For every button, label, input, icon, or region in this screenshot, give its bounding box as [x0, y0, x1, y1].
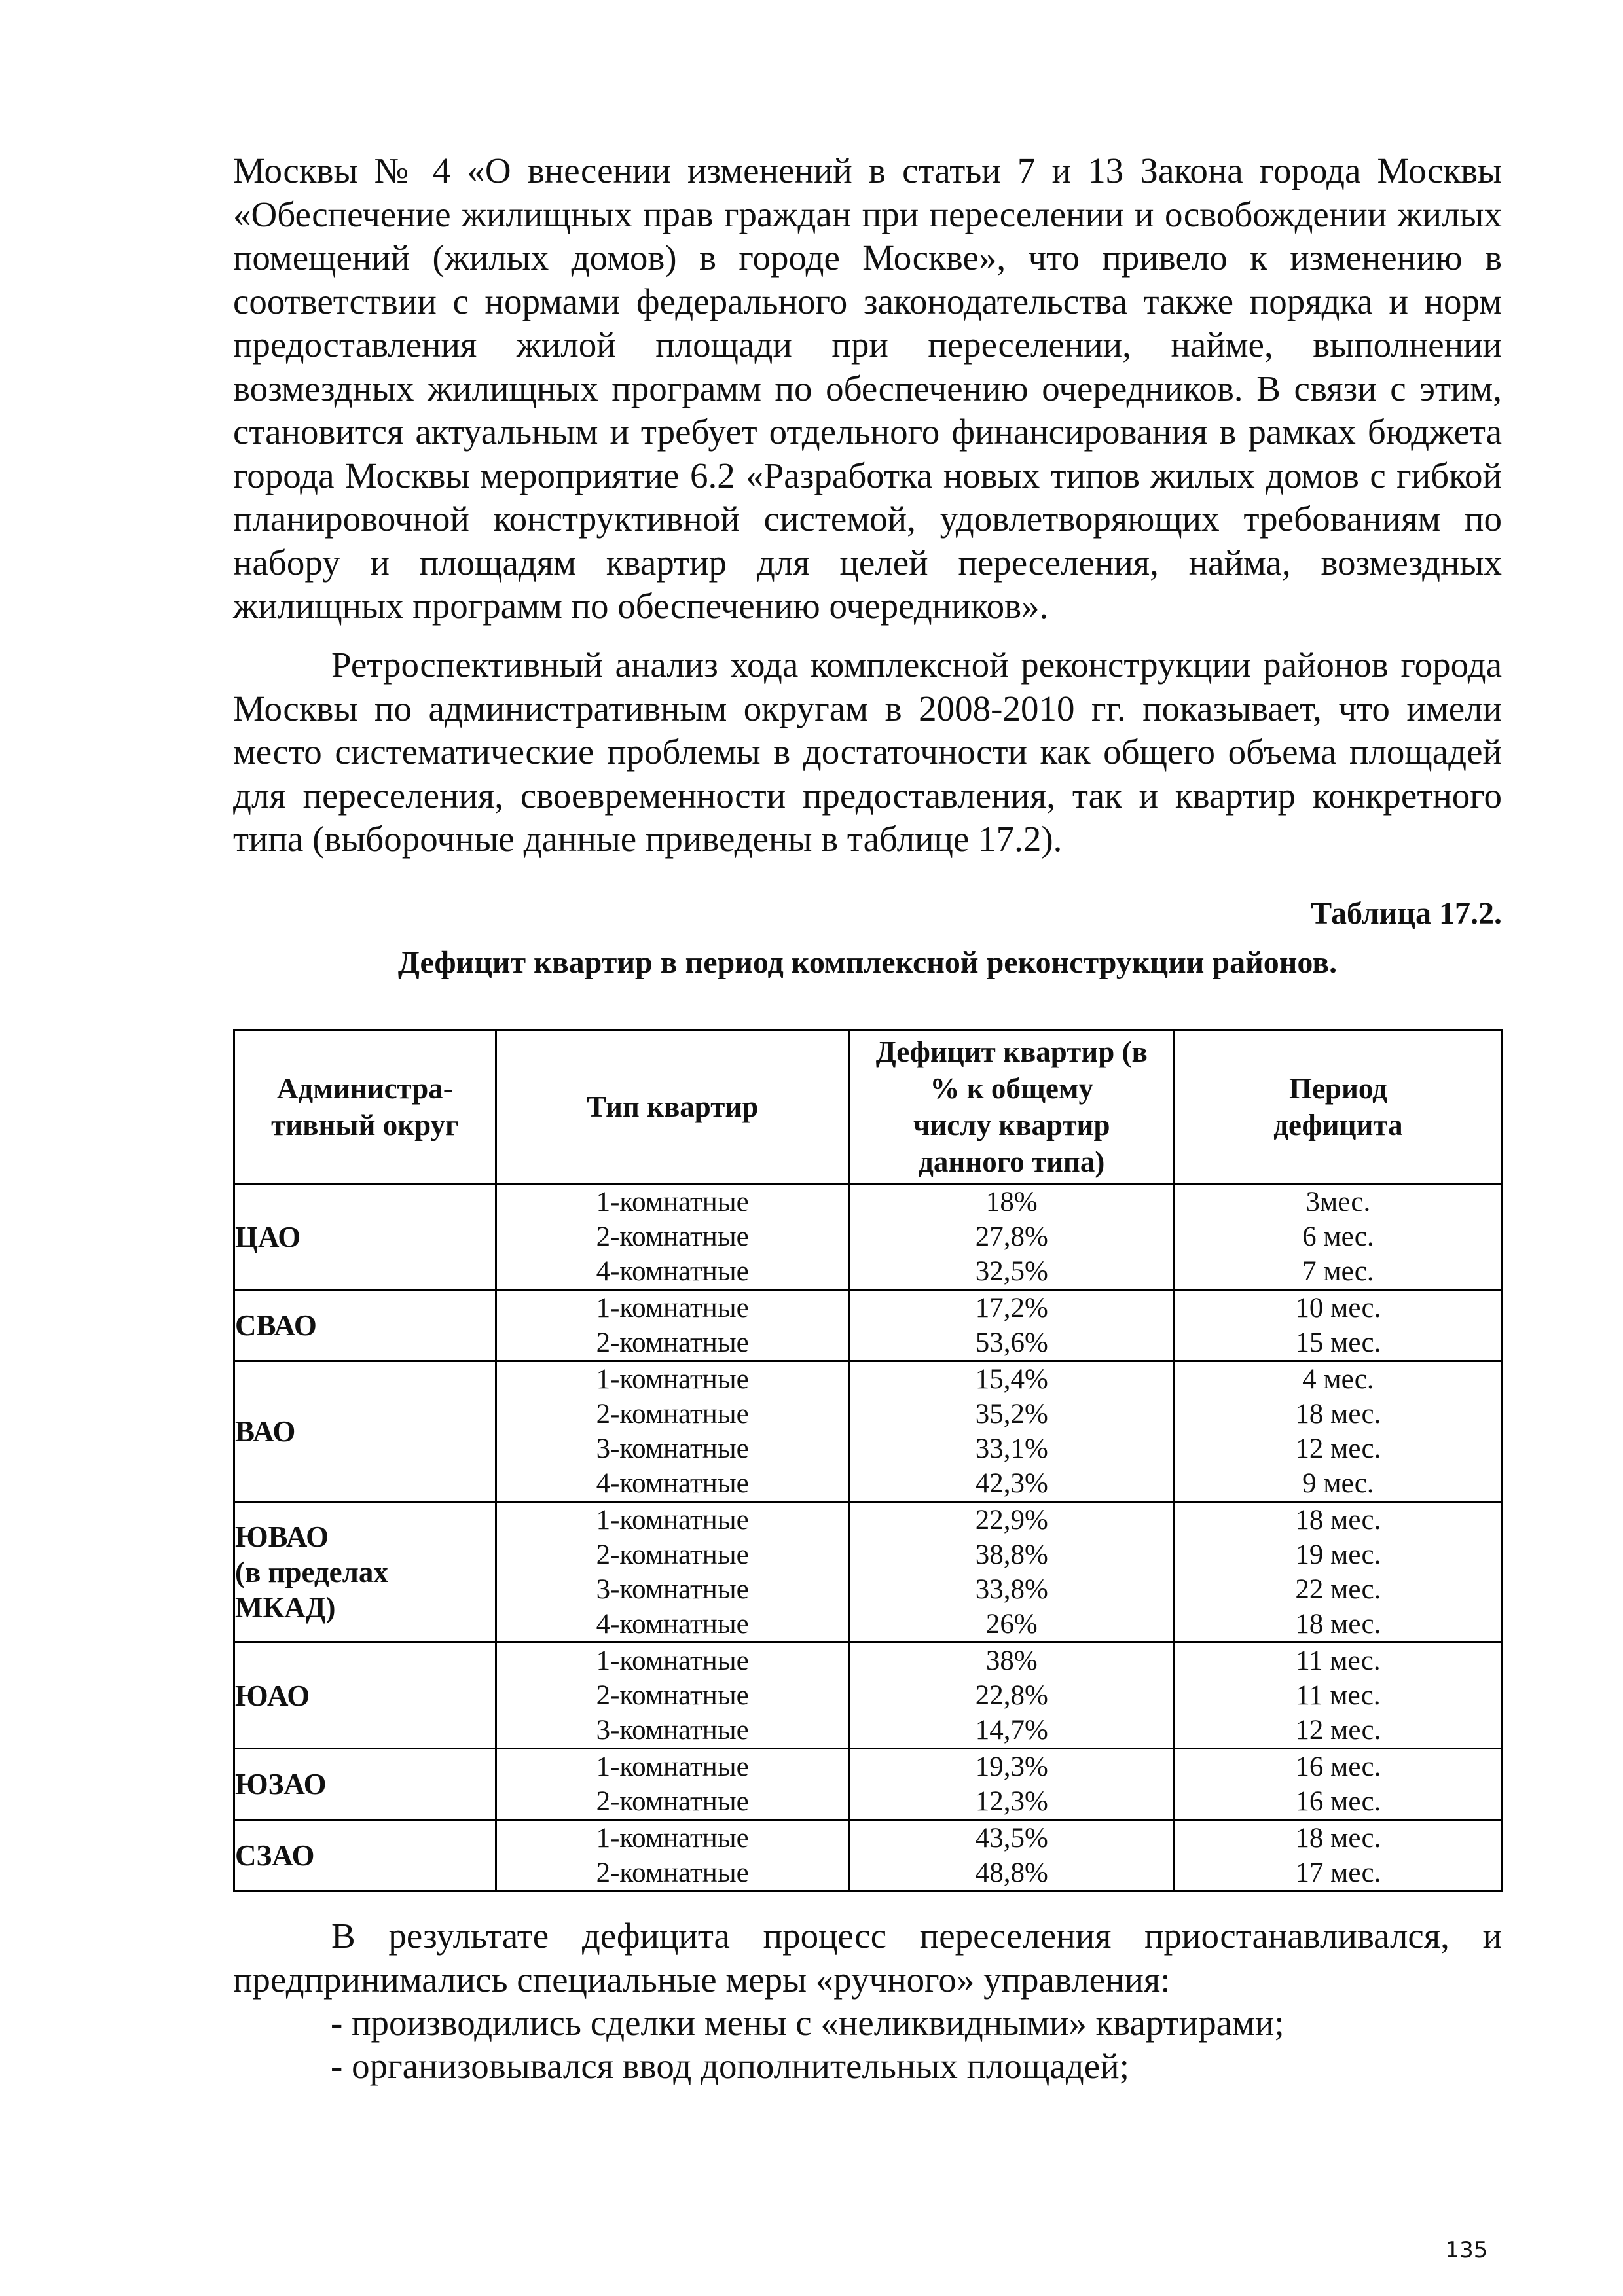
table-header-row [234, 1030, 1503, 1184]
deficit-percent-cell [849, 1361, 1174, 1502]
deficit-period-cell-value: 3мес. [1305, 1187, 1371, 1217]
table-row [234, 1502, 1503, 1643]
deficit-period-cell-value: 12 мес. [1295, 1433, 1381, 1464]
apartment-type-cell-value: 1-комнатные [596, 1751, 749, 1782]
deficit-percent-cell [849, 1290, 1174, 1361]
header-deficit-period: Период дефицита [1174, 1030, 1502, 1184]
deficit-period-cell-value: 18 мес. [1295, 1399, 1381, 1429]
deficit-percent-cell-value: 35,2% [975, 1399, 1048, 1429]
deficit-period-cell [1174, 1361, 1502, 1502]
deficit-percent-cell-value: 12,3% [975, 1786, 1048, 1817]
deficit-period-cell-value: 18 мес. [1295, 1505, 1381, 1535]
apartment-type-cell-value: 2-комнатные [596, 1539, 749, 1570]
deficit-percent-cell-value: 48,8% [975, 1857, 1048, 1888]
deficit-period-cell-value: 11 мес. [1296, 1645, 1381, 1676]
paragraph-3: В результате дефицита процесс переселения приостанавливался, и предпринимались специальные меры «ручного» управления: [233, 1916, 1502, 2000]
apartment-type-cell-value: 1-комнатные [596, 1364, 749, 1395]
deficit-table [233, 1029, 1503, 1892]
table-row [234, 1643, 1503, 1749]
deficit-period-cell-value: 22 мес. [1295, 1574, 1381, 1605]
deficit-percent-cell-value: 43,5% [975, 1823, 1048, 1854]
deficit-percent-cell-value: 22,8% [975, 1680, 1048, 1711]
deficit-period-cell [1174, 1502, 1502, 1643]
apartment-type-cell-value: 2-комнатные [596, 1786, 749, 1817]
deficit-percent-cell-value: 38,8% [975, 1539, 1048, 1570]
deficit-percent-cell-value: 18% [985, 1187, 1038, 1217]
deficit-period-cell-value: 17 мес. [1295, 1857, 1381, 1888]
apartment-type-cell-value: 3-комнатные [596, 1715, 749, 1746]
deficit-percent-cell-value: 27,8% [975, 1221, 1048, 1252]
district-cell: ЮЗАО [234, 1749, 496, 1820]
page-number: 135 [1445, 2237, 1488, 2263]
district-cell: СЗАО [234, 1820, 496, 1892]
header-apartment-type: Тип квартир [496, 1030, 849, 1184]
apartment-type-cell-value: 3-комнатные [596, 1433, 749, 1464]
deficit-period-cell [1174, 1749, 1502, 1820]
deficit-period-cell-value: 4 мес. [1302, 1364, 1374, 1395]
bullet-item-1: - производились сделки мены с «неликвидными» квартирами; [331, 2003, 1285, 2043]
deficit-percent-cell [849, 1502, 1174, 1643]
apartment-type-cell [496, 1184, 849, 1290]
deficit-period-cell [1174, 1643, 1502, 1749]
apartment-type-cell-value: 1-комнатные [596, 1187, 749, 1217]
district-cell: ВАО [234, 1361, 496, 1502]
table-row [234, 1820, 1503, 1892]
apartment-type-cell-value: 2-комнатные [596, 1399, 749, 1429]
paragraph-2: Ретроспективный анализ хода комплексной реконструкции районов города Москвы по административным округам в 2008-2010 гг. показывает, что имели место систематические проблемы в достаточности как общего объема площадей для переселения, своевременности предоставления, так и квартир конкретного типа (выборочные данные приведены в таблице 17.2). [233, 645, 1502, 859]
apartment-type-cell-value: 1-комнатные [596, 1823, 749, 1854]
deficit-percent-cell-value: 17,2% [975, 1293, 1048, 1323]
deficit-percent-cell-value: 32,5% [975, 1256, 1048, 1287]
table-row [234, 1184, 1503, 1290]
deficit-period-cell-value: 16 мес. [1295, 1751, 1381, 1782]
deficit-percent-cell-value: 38% [985, 1645, 1038, 1676]
deficit-period-cell-value: 16 мес. [1295, 1786, 1381, 1817]
deficit-percent-cell-value: 26% [985, 1609, 1038, 1640]
deficit-period-cell-value: 15 мес. [1295, 1327, 1381, 1358]
deficit-percent-cell [849, 1820, 1174, 1892]
deficit-percent-cell-value: 33,8% [975, 1574, 1048, 1605]
deficit-period-cell-value: 19 мес. [1295, 1539, 1381, 1570]
apartment-type-cell-value: 3-комнатные [596, 1574, 749, 1605]
apartment-type-cell [496, 1361, 849, 1502]
table-row [234, 1290, 1503, 1361]
deficit-period-cell-value: 7 мес. [1302, 1256, 1374, 1287]
deficit-period-cell-value: 11 мес. [1296, 1680, 1381, 1711]
deficit-period-cell-value: 6 мес. [1302, 1221, 1374, 1252]
table-label: Таблица 17.2. [1311, 896, 1502, 931]
paragraph-1: Москвы № 4 «О внесении изменений в статьи 7 и 13 Закона города Москвы «Обеспечение жилищных прав граждан при переселении и освобождении жилых помещений (жилых домов) в городе Москве», что привело к изменению в соответствии с нормами федерального законодательства также порядка и норм предоставления жилой площади при переселении, найме, выполнении возмездных жилищных программ по обеспечению очередников. В связи с этим, становится актуальным и требует отдельного финансирования в рамках бюджета города Москвы мероприятие 6.2 «Разработка новых типов жилых домов с гибкой планировочной конструктивной системой, удовлетворяющих требованиям по набору и площадям квартир для целей переселения, найма, возмездных жилищных программ по обеспечению очередников». [233, 151, 1502, 626]
apartment-type-cell-value: 4-комнатные [596, 1256, 749, 1287]
apartment-type-cell [496, 1749, 849, 1820]
deficit-percent-cell [849, 1643, 1174, 1749]
deficit-percent-cell-value: 42,3% [975, 1468, 1048, 1499]
district-cell: ЦАО [234, 1184, 496, 1290]
deficit-percent-cell-value: 14,7% [975, 1715, 1048, 1746]
district-cell: ЮВАО (в пределах МКАД) [234, 1502, 496, 1643]
apartment-type-cell-value: 1-комнатные [596, 1645, 749, 1676]
header-deficit-percent: Дефицит квартир (в % к общему числу квартир данного типа) [849, 1030, 1174, 1184]
apartment-type-cell-value: 2-комнатные [596, 1857, 749, 1888]
deficit-percent-cell-value: 33,1% [975, 1433, 1048, 1464]
deficit-period-cell-value: 18 мес. [1295, 1609, 1381, 1640]
table-body [234, 1184, 1503, 1892]
table-row [234, 1749, 1503, 1820]
bullet-item-2: - организовывался ввод дополнительных площадей; [331, 2046, 1129, 2086]
deficit-period-cell [1174, 1184, 1502, 1290]
deficit-percent-cell-value: 53,6% [975, 1327, 1048, 1358]
apartment-type-cell-value: 2-комнатные [596, 1680, 749, 1711]
apartment-type-cell-value: 1-комнатные [596, 1293, 749, 1323]
deficit-percent-cell [849, 1749, 1174, 1820]
apartment-type-cell [496, 1502, 849, 1643]
apartment-type-cell [496, 1643, 849, 1749]
deficit-period-cell-value: 18 мес. [1295, 1823, 1381, 1854]
apartment-type-cell-value: 2-комнатные [596, 1327, 749, 1358]
deficit-percent-cell-value: 19,3% [975, 1751, 1048, 1782]
deficit-period-cell [1174, 1290, 1502, 1361]
district-cell: ЮАО [234, 1643, 496, 1749]
table-title: Дефицит квартир в период комплексной реконструкции районов. [397, 945, 1338, 980]
district-cell: СВАО [234, 1290, 496, 1361]
deficit-period-cell-value: 9 мес. [1302, 1468, 1374, 1499]
deficit-period-cell-value: 10 мес. [1295, 1293, 1381, 1323]
apartment-type-cell-value: 4-комнатные [596, 1609, 749, 1640]
deficit-period-cell [1174, 1820, 1502, 1892]
apartment-type-cell-value: 1-комнатные [596, 1505, 749, 1535]
apartment-type-cell-value: 2-комнатные [596, 1221, 749, 1252]
table-row [234, 1361, 1503, 1502]
header-district: Администра- тивный округ [234, 1030, 496, 1184]
apartment-type-cell [496, 1820, 849, 1892]
deficit-period-cell-value: 12 мес. [1295, 1715, 1381, 1746]
deficit-percent-cell [849, 1184, 1174, 1290]
apartment-type-cell-value: 4-комнатные [596, 1468, 749, 1499]
apartment-type-cell [496, 1290, 849, 1361]
deficit-percent-cell-value: 15,4% [975, 1364, 1048, 1395]
deficit-percent-cell-value: 22,9% [975, 1505, 1048, 1535]
